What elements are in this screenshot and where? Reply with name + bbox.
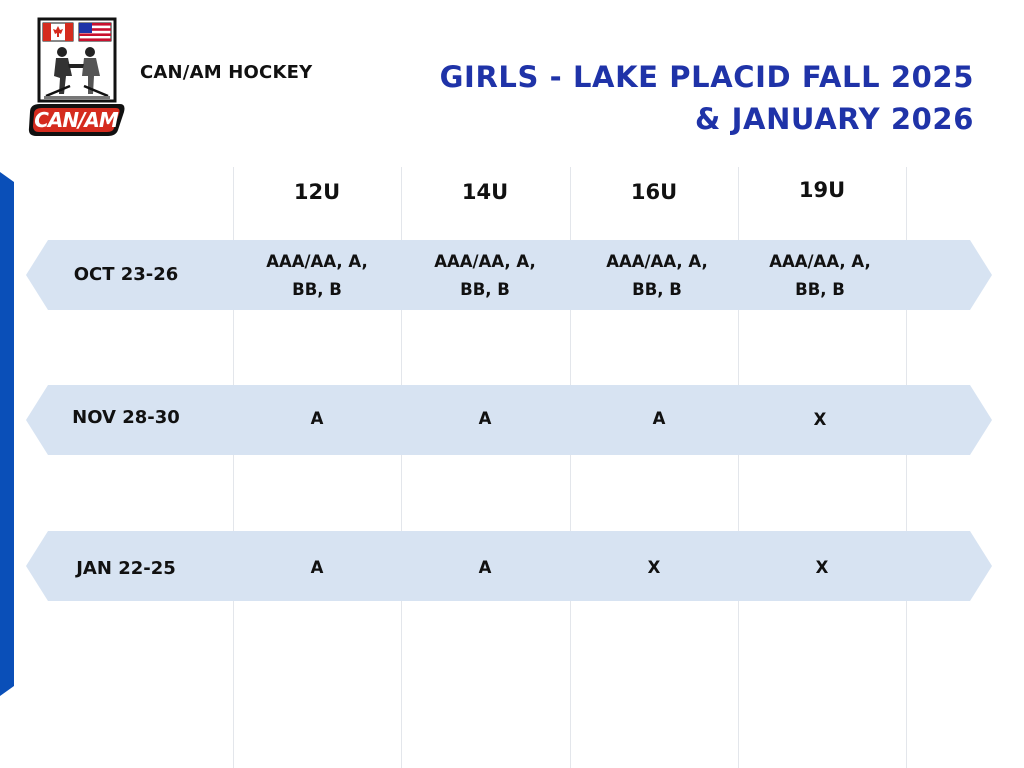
cell-oct-16u: [573, 248, 741, 304]
cell-nov-19u: [736, 406, 904, 434]
row-date-oct: OCT 23-26: [73, 264, 179, 285]
cell-oct-19u: [736, 248, 904, 304]
cell-line: BB, B: [795, 280, 845, 299]
column-header-19u: 19U: [798, 178, 846, 202]
cell-line: A: [478, 558, 492, 577]
cell-line: BB, B: [292, 280, 342, 299]
cell-line: AAA/AA, A,: [606, 252, 708, 271]
cell-line: AAA/AA, A,: [266, 252, 368, 271]
can-am-logo: [26, 16, 128, 138]
cell-jan-14u: [401, 554, 569, 582]
row-date-nov: NOV 28-30: [72, 407, 180, 428]
cell-nov-16u: [575, 405, 743, 433]
title-line-1: GIRLS - LAKE PLACID FALL 2025: [439, 60, 974, 94]
org-name: CAN/AM HOCKEY: [140, 62, 313, 83]
cell-line: X: [813, 410, 827, 429]
cell-jan-16u: [570, 554, 738, 582]
cell-line: A: [310, 558, 324, 577]
cell-line: X: [815, 558, 829, 577]
cell-line: X: [647, 558, 661, 577]
cell-nov-14u: [401, 405, 569, 433]
cell-line: A: [652, 409, 666, 428]
cell-line: A: [310, 409, 324, 428]
cell-line: AAA/AA, A,: [434, 252, 536, 271]
cell-line: BB, B: [632, 280, 682, 299]
column-header-14u: 14U: [461, 180, 509, 204]
title-line-2: & JANUARY 2026: [695, 102, 974, 136]
cell-nov-12u: [233, 405, 401, 433]
svg-text:CAN/AM: CAN/AM: [34, 108, 118, 132]
cell-line: BB, B: [460, 280, 510, 299]
cell-jan-12u: [233, 554, 401, 582]
column-header-16u: 16U: [630, 180, 678, 204]
cell-oct-14u: [401, 248, 569, 304]
column-header-12u: 12U: [293, 180, 341, 204]
cell-oct-12u: [233, 248, 401, 304]
cell-jan-19u: [738, 554, 906, 582]
cell-line: AAA/AA, A,: [769, 252, 871, 271]
side-accent-bar: [0, 172, 14, 696]
page-title: [440, 56, 974, 140]
row-date-jan: JAN 22-25: [76, 558, 176, 579]
cell-line: A: [478, 409, 492, 428]
